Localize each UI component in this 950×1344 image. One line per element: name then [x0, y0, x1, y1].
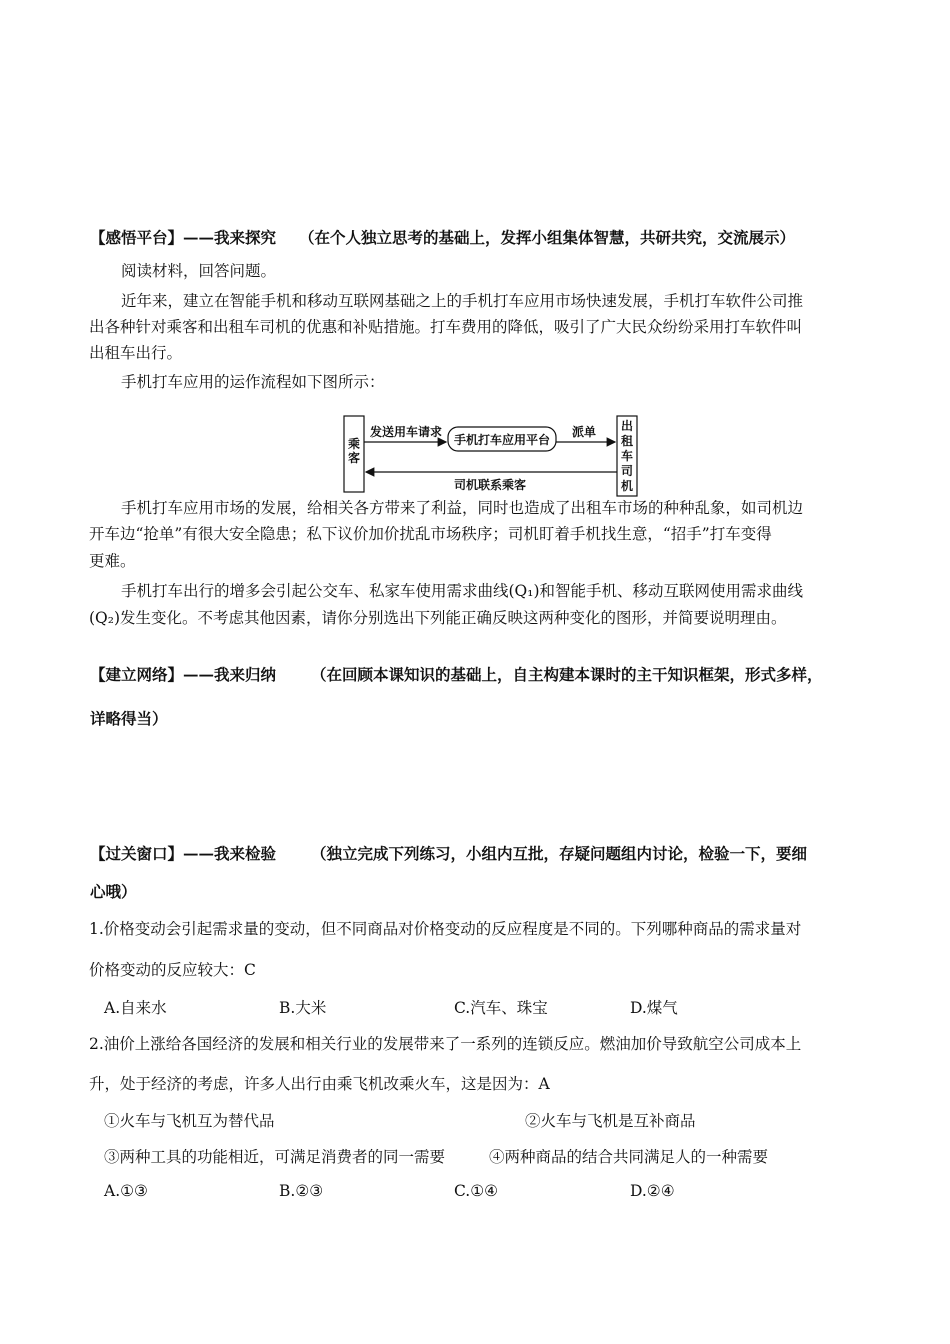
send-request-label: 发送用车请求 [369, 425, 443, 439]
q2-option-c: C.①④ [454, 1182, 499, 1200]
ganwu-para3-line2: 开车边“抢单”有很大安全隐患；私下议价加价扰乱市场秩序；司机盯着手机找生意，“招手”打车变得 [89, 525, 772, 543]
ganwu-heading: 【感悟平台】——我来探究 [90, 228, 277, 247]
ganwu-para1-line3: 出租车出行。 [89, 344, 183, 362]
taxi-app-flow-diagram [340, 412, 640, 498]
dispatch-label: 派单 [571, 425, 597, 439]
ganwu-para3-line3: 更难。 [89, 552, 136, 570]
q2-option-b: B.②③ [279, 1182, 324, 1200]
q2-statement-4: ④两种商品的结合共同满足人的一种需要 [489, 1148, 769, 1166]
ganwu-para3-line1: 手机打车应用市场的发展，给相关各方带来了利益，同时也造成了出租车市场的种种乱象，如司机边 [121, 499, 804, 517]
passenger-label: 乘客 [347, 437, 361, 465]
ganwu-para4-line2: (Q₂)发生变化。不考虑其他因素，请你分别选出下列能正确反映这两种变化的图形，并简要说明理由。 [89, 609, 787, 627]
q1-line2: 价格变动的反应较大：C [89, 961, 256, 979]
ganwu-para4-line1: 手机打车出行的增多会引起公交车、私家车使用需求曲线(Q₁)和智能手机、移动互联网使用需求曲线 [121, 582, 804, 600]
ganwu-para1-line2: 出各种针对乘客和出租车司机的优惠和补贴措施。打车费用的降低，吸引了广大民众纷纷采用打车软件叫 [89, 318, 803, 336]
q1-line1: 1.价格变动会引起需求量的变动，但不同商品对价格变动的反应程度是不同的。下列哪种商品的需求量对 [89, 920, 802, 938]
guoguan-note-line1: （独立完成下列练习，小组内互批，存疑问题组内讨论，检验一下，要细 [310, 844, 807, 863]
q1-option-a: A.自来水 [104, 999, 167, 1017]
ganwu-para1-line1: 近年来，建立在智能手机和移动互联网基础之上的手机打车应用市场快速发展，手机打车软件公司推 [121, 292, 804, 310]
q2-statement-1: ①火车与飞机互为替代品 [104, 1112, 275, 1130]
q2-line1: 2.油价上涨给各国经济的发展和相关行业的发展带来了一系列的连锁反应。燃油加价导致航空公司成本上 [89, 1035, 802, 1053]
guoguan-note-line2: 心哦） [90, 882, 137, 901]
q2-statement-3: ③两种工具的功能相近，可满足消费者的同一需要 [104, 1148, 446, 1166]
platform-label: 手机打车应用平台 [453, 433, 551, 447]
jianli-heading-line [90, 663, 822, 685]
jianli-heading: 【建立网络】——我来归纳 [90, 665, 277, 684]
q1-option-b: B.大米 [279, 999, 327, 1017]
q2-option-a: A.①③ [104, 1182, 148, 1200]
ganwu-intro: 阅读材料，回答问题。 [121, 262, 277, 280]
q1-option-c: C.汽车、珠宝 [454, 999, 548, 1017]
guoguan-heading: 【过关窗口】——我来检验 [90, 844, 277, 863]
ganwu-heading-line [90, 226, 795, 248]
ganwu-note: （在个人独立思考的基础上，发挥小组集体智慧，共研共究，交流展示） [298, 228, 795, 247]
jianli-note-line2: 详略得当） [90, 709, 168, 728]
q2-option-d: D.②④ [630, 1182, 675, 1200]
contact-label: 司机联系乘客 [453, 478, 527, 492]
guoguan-heading-line [90, 842, 807, 864]
q1-option-d: D.煤气 [630, 999, 678, 1017]
taxi-driver-label: 出租车司机 [620, 419, 634, 493]
q2-line2: 升，处于经济的考虑，许多人出行由乘飞机改乘火车，这是因为：A [89, 1075, 550, 1093]
q2-statement-2: ②火车与飞机是互补商品 [525, 1112, 696, 1130]
jianli-note-line1: （在回顾本课知识的基础上，自主构建本课时的主干知识框架，形式多样， [310, 665, 823, 684]
ganwu-para2: 手机打车应用的运作流程如下图所示： [121, 373, 385, 391]
